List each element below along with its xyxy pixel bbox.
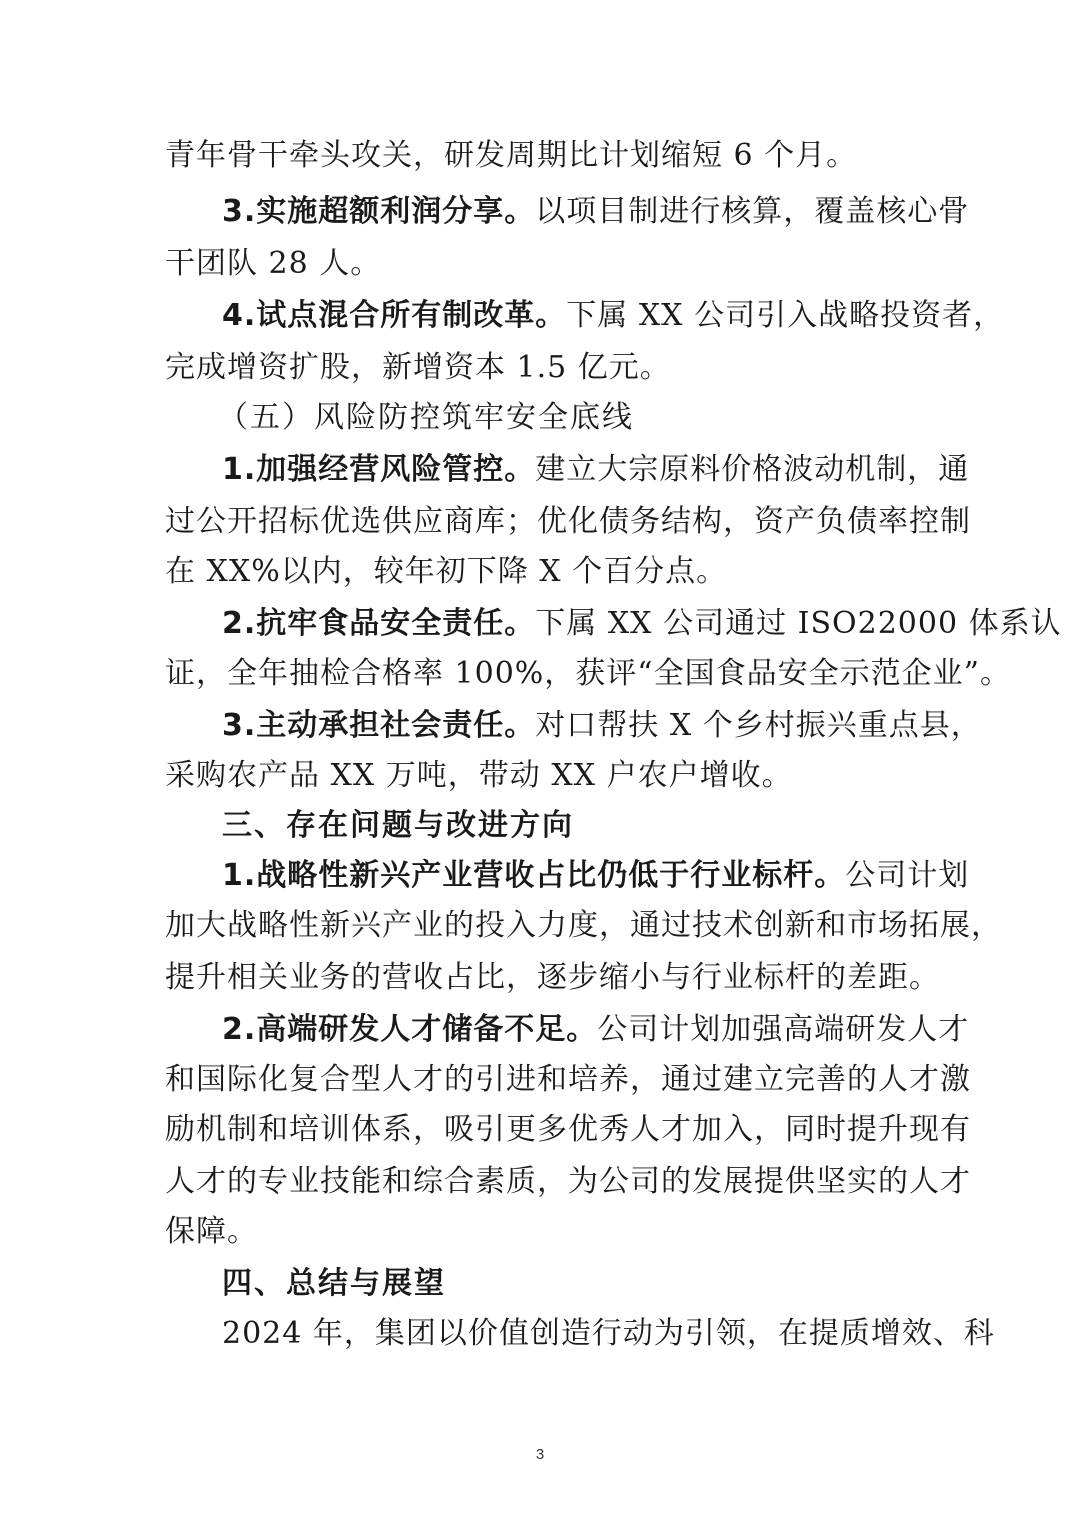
paragraph-line: 证，全年抽检合格率 100%，获评“全国食品安全示范企业”。 — [165, 656, 1011, 691]
paragraph-line: 励机制和培训体系，吸引更多优秀人才加入，同时提升现有 — [165, 1112, 971, 1147]
paragraph-text: 公司计划 — [845, 858, 970, 893]
paragraph-text: 对口帮扶 X 个乡村振兴重点县， — [535, 708, 982, 743]
section-heading: 四、总结与展望 — [222, 1266, 446, 1301]
paragraph-lead: 1.加强经营风险管控。 — [222, 452, 536, 487]
paragraph-line: 2024 年，集团以价值创造行动为引领，在提质增效、科 — [222, 1316, 995, 1351]
paragraph-lead: 2.高端研发人才储备不足。 — [222, 1012, 598, 1047]
paragraph-line: 采购农产品 XX 万吨，带动 XX 户农户增收。 — [165, 758, 793, 793]
page-number: 3 — [535, 1446, 545, 1463]
paragraph-line: 提升相关业务的营收占比，逐步缩小与行业标杆的差距。 — [165, 960, 940, 995]
paragraph-text: 建立大宗原料价格波动机制，通 — [535, 452, 970, 487]
paragraph-line — [222, 856, 969, 896]
paragraph-lead: 3.实施超额利润分享。 — [222, 194, 536, 229]
paragraph-line: 干团队 28 人。 — [165, 246, 382, 281]
paragraph-line: 过公开招标优选供应商库；优化债务结构，资产负债率控制 — [165, 504, 971, 539]
paragraph-line — [222, 1010, 969, 1050]
paragraph-line: 保障。 — [165, 1214, 258, 1249]
section-heading: 三、存在问题与改进方向 — [222, 808, 574, 843]
section-subheading: （五）风险防控筑牢安全底线 — [218, 400, 634, 435]
paragraph-text: 公司计划加强高端研发人才 — [597, 1012, 970, 1047]
paragraph-lead: 1.战略性新兴产业营收占比仍低于行业标杆。 — [222, 858, 846, 893]
paragraph-line — [222, 192, 969, 232]
paragraph-line: 加大战略性新兴产业的投入力度，通过技术创新和市场拓展， — [165, 908, 1002, 943]
paragraph-text: 以项目制进行核算，覆盖核心骨 — [535, 194, 970, 229]
paragraph-line — [222, 296, 1004, 336]
paragraph-line: 在 XX%以内，较年初下降 X 个百分点。 — [165, 554, 728, 589]
paragraph-text: 下属 XX 公司通过 ISO22000 体系认 — [535, 606, 1062, 641]
paragraph-lead: 2.抗牢食品安全责任。 — [222, 606, 536, 641]
paragraph-line — [222, 706, 982, 746]
paragraph-line — [222, 450, 969, 490]
paragraph-lead: 4.试点混合所有制改革。 — [222, 298, 567, 333]
paragraph-line — [222, 604, 1062, 644]
paragraph-line: 完成增资扩股，新增资本 1.5 亿元。 — [165, 350, 671, 385]
paragraph-line: 人才的专业技能和综合素质，为公司的发展提供坚实的人才 — [165, 1164, 971, 1199]
paragraph-text: 下属 XX 公司引入战略投资者， — [566, 298, 1005, 333]
paragraph-line: 青年骨干牵头攻关，研发周期比计划缩短 6 个月。 — [165, 138, 858, 173]
paragraph-lead: 3.主动承担社会责任。 — [222, 708, 536, 743]
paragraph-line: 和国际化复合型人才的引进和培养，通过建立完善的人才激 — [165, 1062, 971, 1097]
